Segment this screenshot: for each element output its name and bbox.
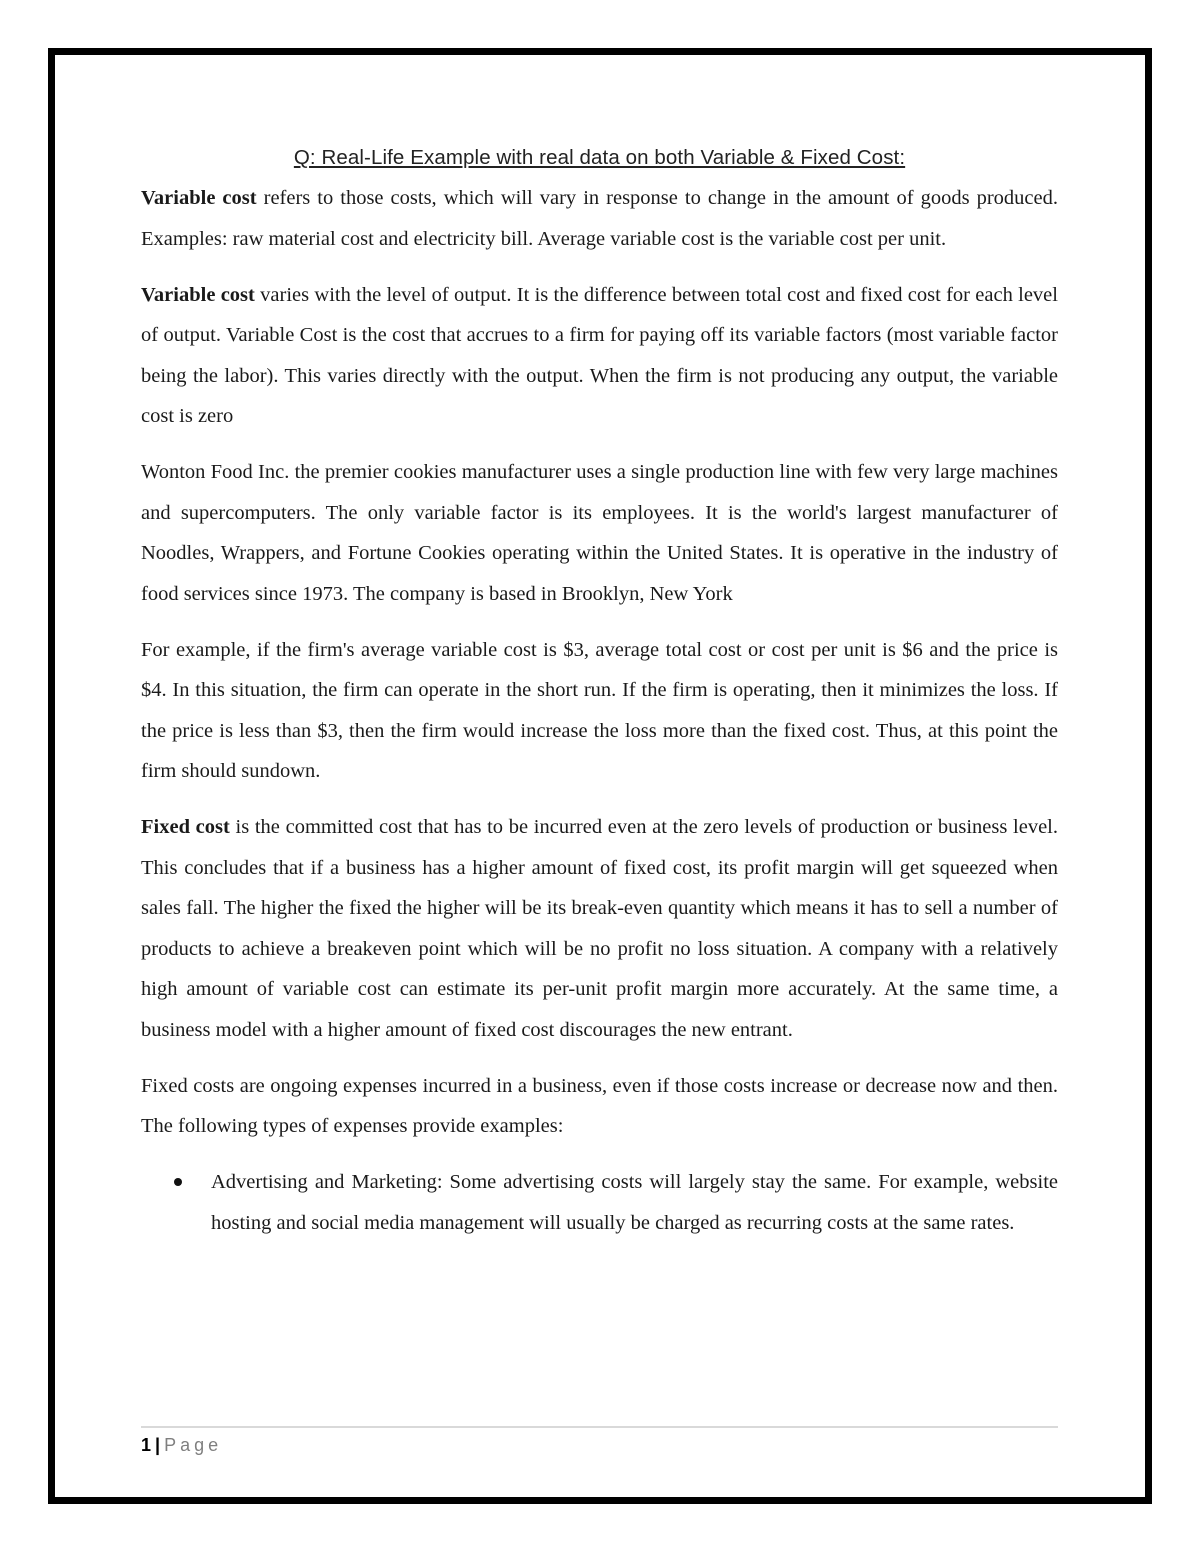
paragraph-text: Fixed costs are ongoing expenses incurred in a business, even if those costs increase or decrease now and then. The following types of expenses provide examples: <box>141 1074 1058 1137</box>
paragraph-text: For example, if the firm's average variable cost is $3, average total cost or cost per unit is $6 and the price is $4. In this situation, the firm can operate in the short run. If the firm is operating, then it minimizes the loss. If the price is less than $3, then the firm would increase the loss more than the fixed cost. Thus, at this point the firm should sundown. <box>141 638 1058 782</box>
document-body <box>141 138 1058 1243</box>
list-item-text: Advertising and Marketing: Some advertising costs will largely stay the same. For example, website hosting and social media management will usually be charged as recurring costs at the same rates. <box>211 1171 1058 1234</box>
paragraph <box>141 630 1058 792</box>
paragraph <box>141 178 1058 259</box>
paragraph-text: varies with the level of output. It is the difference between total cost and fixed cost for each level of output. Variable Cost is the cost that accrues to a firm for paying off its variable factors (most variable factor being the labor). This varies directly with the output. When the firm is not producing any output, the variable cost is zero <box>141 283 1058 427</box>
list-item <box>141 1162 1058 1243</box>
paragraph-text: is the committed cost that has to be incurred even at the zero levels of production or business level. This concludes that if a business has a higher amount of fixed cost, its profit margin will get squeezed when sales fall. The higher the fixed the higher will be its break-even quantity which means it has to sell a number of products to achieve a breakeven point which will be no profit no loss situation. A company with a relatively high amount of variable cost can estimate its per-unit profit margin more accurately. At the same time, a business model with a higher amount of fixed cost discourages the new entrant. <box>141 816 1058 1041</box>
footer-separator: | <box>155 1435 161 1455</box>
paragraph-text: refers to those costs, which will vary in response to change in the amount of goods produced. Examples: raw material cost and electricity bill. Average variable cost is the variable cost per unit. <box>141 187 1058 250</box>
footer-divider <box>141 1426 1058 1428</box>
paragraph <box>141 452 1058 614</box>
paragraph-bold-term: Variable cost <box>141 187 257 209</box>
bullet-icon <box>174 1178 182 1186</box>
paragraph <box>141 1066 1058 1147</box>
page-number: 1 <box>141 1435 152 1455</box>
paragraph-bold-term: Variable cost <box>141 283 255 306</box>
document-title: Q: Real-Life Example with real data on both Variable & Fixed Cost: <box>293 146 906 169</box>
page-label: Page <box>164 1435 223 1455</box>
paragraph <box>141 275 1058 437</box>
paragraph-bold-term: Fixed cost <box>141 816 230 838</box>
paragraph <box>141 807 1058 1050</box>
paragraph-text: Wonton Food Inc. the premier cookies manufacturer uses a single production line with few very large machines and supercomputers. The only variable factor is its employees. It is the world's largest manufacturer of Noodles, Wrappers, and Fortune Cookies operating within the United States. It is operative in the industry of food services since 1973. The company is based in Brooklyn, New York <box>141 461 1058 605</box>
bullet-list <box>141 1162 1058 1243</box>
page-footer <box>141 1432 222 1458</box>
